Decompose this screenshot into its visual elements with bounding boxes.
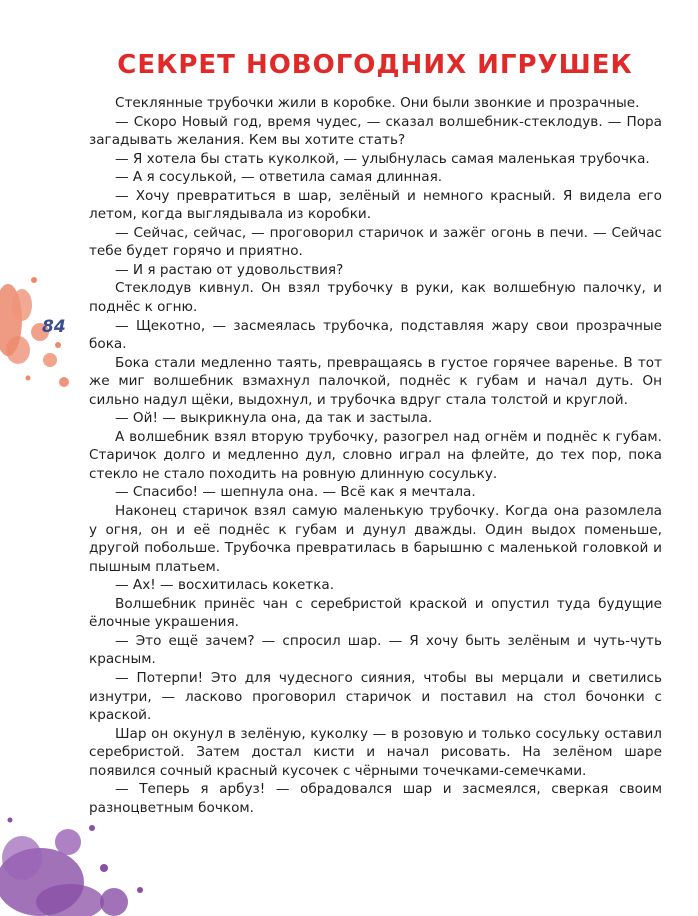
page-title: СЕКРЕТ НОВОГОДНИХ ИГРУШЕК: [117, 50, 633, 80]
paragraph: — Я хотела бы стать куколкой, — улыбнулась самая маленькая трубочка.: [115, 150, 650, 167]
paragraph: А волшебник взял вторую трубочку, разогрел над огнём и поднёс к губам. Старичок долго и медленно дул, словно играл на флейте, до тех пор, пока стекло не стало походить на ровную длинную сосульку.: [89, 428, 662, 482]
paragraph: — А я сосулькой, — ответила самая длинная.: [115, 169, 443, 186]
paragraph: Стеклянные трубочки жили в коробке. Они были звонкие и прозрачные.: [115, 95, 640, 111]
paragraph: — Хочу превратиться в шар, зелёный и немного красный. Я видела его летом, когда выглядывала из коробки.: [89, 187, 662, 223]
paragraph: — Щекотно, — засмеялась трубочка, подставляя жару свои прозрачные бока.: [89, 317, 662, 353]
paragraph: — И я растаю от удовольствия?: [115, 261, 344, 278]
paragraph: — Теперь я арбуз! — обрадовался шар и засмеялся, сверкая своим разноцветным бочком.: [89, 781, 662, 816]
paragraph: — Потерпи! Это для чудесного сияния, чтобы вы мерцали и светились изнутри, — ласково проговорил старичок и поставил на стол бочонки с краской.: [89, 669, 662, 724]
paragraph: Стеклодув кивнул. Он взял трубочку в руки, как волшебную палочку, и поднёс к огню.: [89, 280, 662, 316]
paragraph: — Скоро Новый год, время чудес, — сказал волшебник-стеклодув. — Пора загадывать желания. Кем вы хотите стать?: [89, 113, 662, 149]
paragraph: — Сейчас, сейчас, — проговорил старичок и зажёг огонь в печи. — Сейчас тебе будет горячо и приятно.: [89, 224, 662, 260]
paragraph: — Ой! — выкрикнула она, да так и застыла.: [115, 410, 433, 427]
paragraph: Шар он окунул в зелёную, куколку — в розовую и только сосульку оставил серебристой. Затем достал кисти и начал рисовать. На зелёном шаре появился сочный красный кусочек с чёрными точечками-семечками.: [89, 725, 662, 779]
paragraph: Волшебник принёс чан с серебристой краской и опустил туда будущие ёлочные украшения.: [89, 595, 662, 631]
coral-paint-splash: [0, 250, 80, 400]
paragraph: — Спасибо! — шепнула она. — Всё как я мечтала.: [115, 484, 476, 501]
page-number: 84: [42, 317, 66, 337]
paragraph: — Это ещё зачем? — спросил шар. — Я хочу быть зелёным и чуть-чуть красным.: [89, 632, 662, 668]
story-text: [89, 94, 662, 817]
paragraph: Наконец старичок взял самую маленькую трубочку. Когда она разомлела у огня, он и её поднёс к губам и дунул дважды. Один выдох поменьше, другой побольше. Трубочка превратилась в барышню с маленькой головкой и пышным платьем.: [89, 503, 662, 575]
paragraph: — Ах! — восхитилась кокетка.: [115, 577, 335, 594]
paragraph: Бока стали медленно таять, превращаясь в густое горячее варенье. В тот же миг волшебник взмахнул палочкой, поднёс к губам и начал дуть. Он сильно надул щёки, выдохнул, и трубочка вдруг стала толстой и круглой.: [89, 354, 662, 408]
